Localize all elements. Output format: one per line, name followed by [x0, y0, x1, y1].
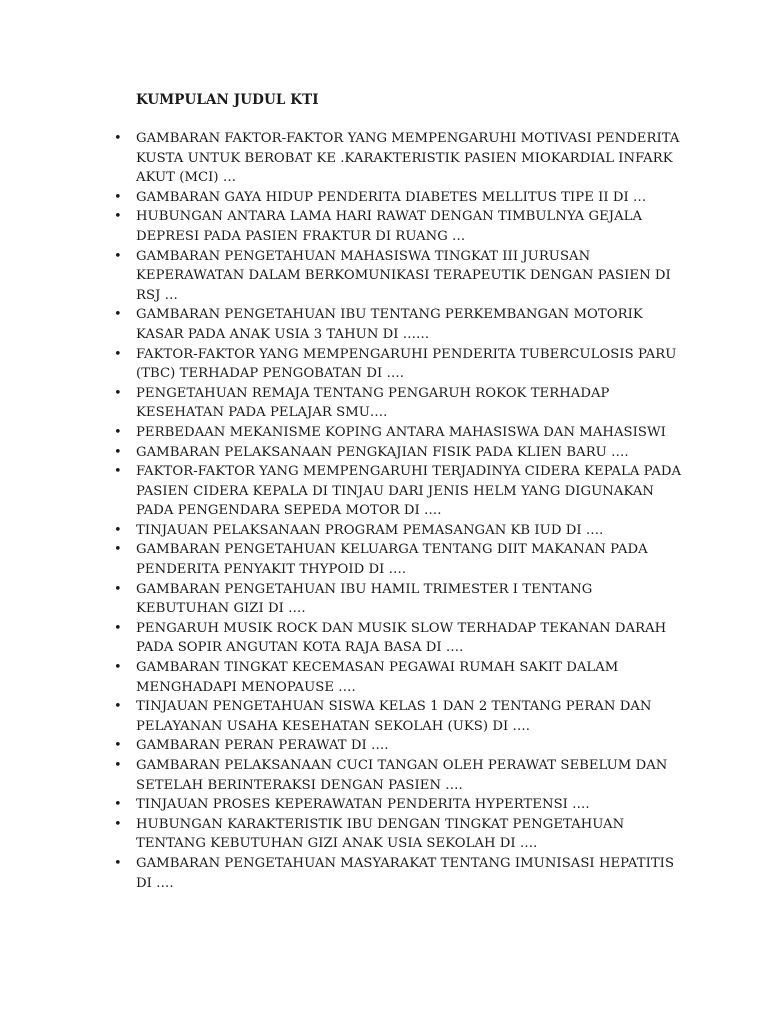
list-item-text: TINJAUAN PROSES KEPERAWATAN PENDERITA HYPERTENSI …. [136, 797, 590, 813]
list-item-text: HUBUNGAN ANTARA LAMA HARI RAWAT DENGAN TIMBULNYA GEJALA DEPRESI PADA PASIEN FRAKTUR DI RUANG … [136, 209, 643, 244]
list-item [114, 188, 684, 208]
bullet-icon: • [114, 209, 122, 225]
bullet-icon: • [114, 816, 122, 832]
list-item [114, 384, 684, 423]
bullet-icon: • [114, 542, 122, 558]
bullet-icon: • [114, 620, 122, 636]
list-item-text: GAMBARAN PENGETAHUAN IBU TENTANG PERKEMBANGAN MOTORIK KASAR PADA ANAK USIA 3 TAHUN DI …… [136, 307, 643, 342]
list-item-text: HUBUNGAN KARAKTERISTIK IBU DENGAN TINGKAT PENGETAHUAN TENTANG KEBUTUHAN GIZI ANAK USIA SEKOLAH DI …. [136, 816, 625, 852]
list-item-text: GAMBARAN TINGKAT KECEMASAN PEGAWAI RUMAH SAKIT DALAM MENGHADAPI MENOPAUSE …. [136, 660, 619, 695]
list-item-text: FAKTOR-FAKTOR YANG MEMPENGARUHI PENDERITA TUBERCULOSIS PARU (TBC) TERHADAP PENGOBATAN DI …. [136, 346, 677, 382]
bullet-icon: • [114, 248, 122, 264]
bullet-icon: • [114, 444, 122, 460]
list-item [114, 854, 684, 893]
list-item [114, 207, 684, 246]
list-item [114, 129, 684, 188]
list-item [114, 443, 684, 463]
list-item-text: TINJAUAN PELAKSANAAN PROGRAM PEMASANGAN KB IUD DI …. [136, 522, 604, 538]
list-item [114, 521, 684, 541]
list-item [114, 697, 684, 736]
list-item [114, 658, 684, 697]
bullet-icon: • [114, 660, 122, 676]
list-item-text: PENGARUH MUSIK ROCK DAN MUSIK SLOW TERHADAP TEKANAN DARAH PADA SOPIR ANGUTAN KOTA RAJA BASA DI …. [136, 620, 667, 656]
list-item [114, 756, 684, 795]
bullet-icon: • [114, 424, 122, 440]
list-item-text: GAMBARAN PELAKSANAAN CUCI TANGAN OLEH PERAWAT SEBELUM DAN SETELAH BERINTERAKSI DENGAN PASIEN …. [136, 758, 668, 793]
bullet-icon: • [114, 738, 122, 754]
list-item-text: GAMBARAN PENGETAHUAN IBU HAMIL TRIMESTER I TENTANG KEBUTUHAN GIZI DI …. [136, 581, 593, 617]
list-item-text: TINJAUAN PENGETAHUAN SISWA KELAS 1 DAN 2 TENTANG PERAN DAN PELAYANAN USAHA KESEHATAN SEKOLAH (UKS) DI …. [136, 699, 652, 734]
bullet-icon: • [114, 189, 122, 205]
bullet-icon: • [114, 581, 122, 597]
bullet-icon: • [114, 131, 122, 146]
list-item [114, 736, 684, 756]
list-item-text: GAMBARAN PELAKSANAAN PENGKAJIAN FISIK PADA KLIEN BARU …. [136, 444, 629, 460]
document-title: KUMPULAN JUDUL KTI [136, 92, 319, 108]
list-item-text: GAMBARAN FAKTOR-FAKTOR YANG MEMPENGARUHI MOTIVASI PENDERITA KUSTA UNTUK BEROBAT KE .KARAKTERISTIK PASIEN MIOKARDIAL INFARK AKUT (MCI) … [136, 131, 680, 186]
list-item [114, 345, 684, 384]
list-item [114, 619, 684, 658]
list-item [114, 305, 684, 344]
list-item-text: GAMBARAN PENGETAHUAN KELUARGA TENTANG DIIT MAKANAN PADA PENDERITA PENYAKIT THYPOID DI …. [136, 542, 648, 578]
list-item [114, 580, 684, 619]
bullet-icon: • [114, 797, 122, 813]
list-item-text: GAMBARAN GAYA HIDUP PENDERITA DIABETES MELLITUS TIPE II DI … [136, 189, 647, 205]
list-item [114, 462, 684, 521]
list-item [114, 795, 684, 815]
list-item [114, 247, 684, 306]
list-item-text: GAMBARAN PERAN PERAWAT DI …. [136, 738, 389, 754]
title-list [114, 129, 684, 893]
bullet-icon: • [114, 307, 122, 323]
list-item-text: PENGETAHUAN REMAJA TENTANG PENGARUH ROKOK TERHADAP KESEHATAN PADA PELAJAR SMU…. [136, 385, 610, 421]
list-item-text: GAMBARAN PENGETAHUAN MAHASISWA TINGKAT III JURUSAN KEPERAWATAN DALAM BERKOMUNIKASI TERAPEUTIK DENGAN PASIEN DI RSJ … [136, 248, 671, 303]
bullet-icon: • [114, 758, 122, 773]
list-item-text: PERBEDAAN MEKANISME KOPING ANTARA MAHASISWA DAN MAHASISWI [136, 424, 666, 440]
bullet-icon: • [114, 464, 122, 480]
list-item [114, 540, 684, 579]
bullet-icon: • [114, 699, 122, 715]
list-item-text: FAKTOR-FAKTOR YANG MEMPENGARUHI TERJADINYA CIDERA KEPALA PADA PASIEN CIDERA KEPALA DI TINJAU DARI JENIS HELM YANG DIGUNAKAN PADA PENGENDARA SEPEDA MOTOR DI …. [136, 464, 682, 519]
bullet-icon: • [114, 522, 122, 538]
bullet-icon: • [114, 855, 122, 871]
list-item [114, 423, 684, 443]
list-item-text: GAMBARAN PENGETAHUAN MASYARAKAT TENTANG IMUNISASI HEPATITIS DI …. [136, 855, 675, 891]
list-item [114, 815, 684, 854]
bullet-icon: • [114, 346, 122, 362]
bullet-icon: • [114, 385, 122, 401]
